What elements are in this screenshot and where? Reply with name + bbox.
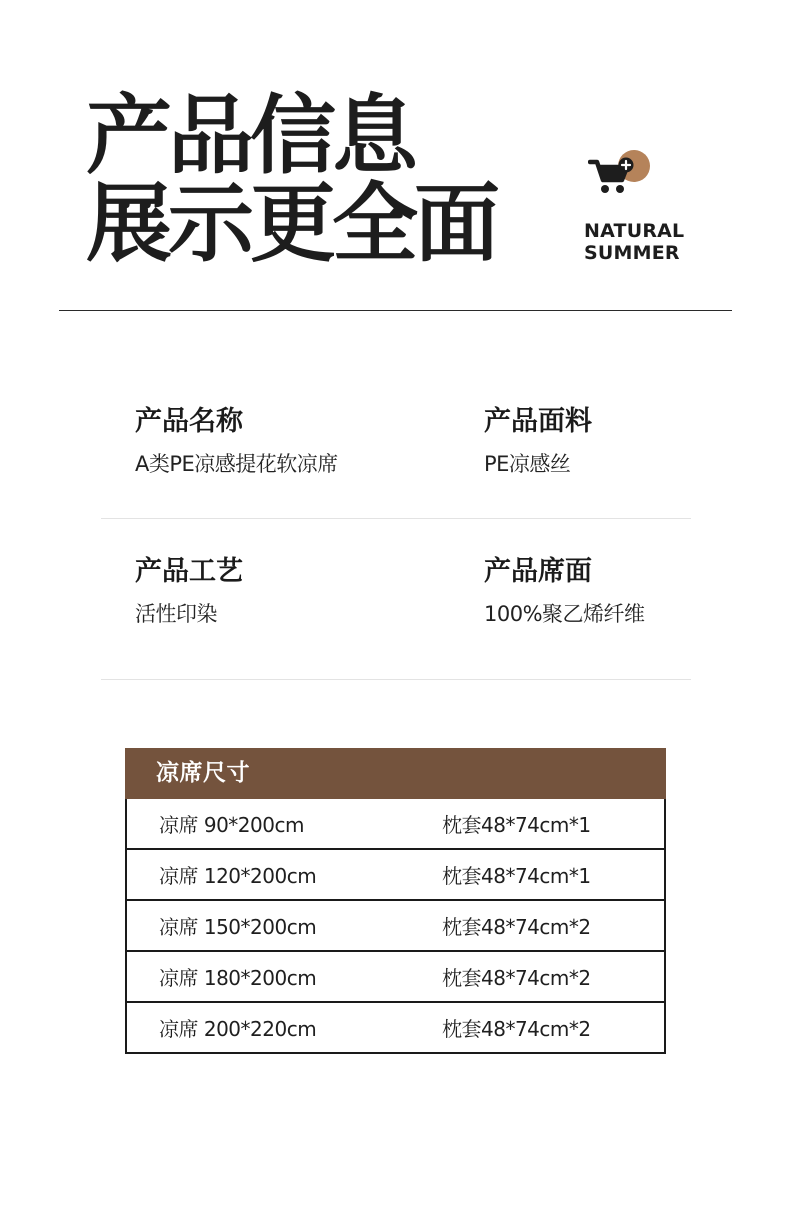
hero-title-line-1: 产品信息 [86, 86, 414, 186]
size-table [125, 748, 666, 1054]
hero-title [86, 86, 526, 274]
brand-name [584, 220, 724, 264]
mat-size-cell: 凉席 90*200cm [159, 813, 304, 837]
pillow-size-cell: 枕套48*74cm*2 [442, 1017, 591, 1041]
info-label: 产品席面 [484, 556, 592, 587]
size-table-title: 凉席尺寸 [125, 748, 666, 799]
mat-size-cell: 凉席 180*200cm [159, 966, 317, 990]
info-item-process [135, 550, 395, 630]
table-row [127, 799, 664, 848]
product-info [101, 400, 691, 710]
info-item-fabric [484, 400, 694, 480]
info-row [101, 400, 691, 518]
info-divider [101, 518, 691, 519]
table-row [127, 950, 664, 1001]
pillow-size-cell: 枕套48*74cm*2 [442, 966, 591, 990]
pillow-size-cell: 枕套48*74cm*1 [442, 864, 591, 888]
info-row [101, 550, 691, 710]
info-value: 活性印染 [135, 602, 217, 626]
table-row [127, 899, 664, 950]
table-row [127, 848, 664, 899]
table-row [127, 1001, 664, 1052]
info-label: 产品名称 [135, 406, 243, 437]
info-item-name [135, 400, 395, 480]
info-value: A类PE凉感提花软凉席 [135, 452, 338, 476]
info-value: PE凉感丝 [484, 452, 571, 476]
info-label: 产品工艺 [135, 556, 243, 587]
mat-size-cell: 凉席 150*200cm [159, 915, 317, 939]
brand-name-line-1: NATURAL [584, 220, 685, 242]
header-divider [59, 310, 732, 311]
size-table-body [125, 799, 666, 1054]
info-item-surface [484, 550, 694, 630]
shopping-cart-add-icon [588, 150, 650, 198]
pillow-size-cell: 枕套48*74cm*2 [442, 915, 591, 939]
pillow-size-cell: 枕套48*74cm*1 [442, 813, 591, 837]
brand-name-line-2: SUMMER [584, 242, 680, 264]
mat-size-cell: 凉席 120*200cm [159, 864, 317, 888]
hero-title-line-2: 展示更全面 [86, 174, 496, 274]
info-value: 100%聚乙烯纤维 [484, 602, 645, 626]
info-label: 产品面料 [484, 406, 592, 437]
info-divider [101, 679, 691, 680]
mat-size-cell: 凉席 200*220cm [159, 1017, 317, 1041]
